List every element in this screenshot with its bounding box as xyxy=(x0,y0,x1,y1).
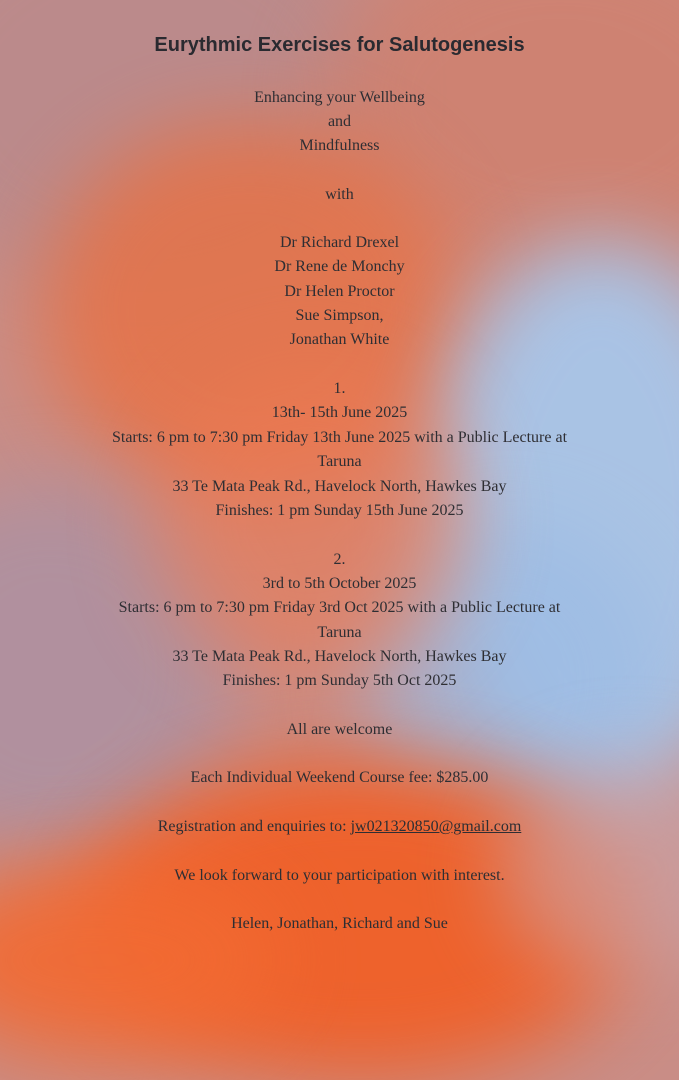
welcome-text: All are welcome xyxy=(286,721,393,738)
session-1-number: 1. xyxy=(333,380,346,397)
subtitle-line-1: Enhancing your Wellbeing xyxy=(254,89,425,106)
registration-line xyxy=(0,815,679,839)
presenter-3: Dr Helen Proctor xyxy=(284,283,395,300)
course-fee: Each Individual Weekend Course fee: $285.00 xyxy=(190,769,489,786)
session-1-finishes: Finishes: 1 pm Sunday 15th June 2025 xyxy=(215,502,464,519)
session-2-starts: Starts: 6 pm to 7:30 pm Friday 3rd Oct 2025 with a Public Lecture at xyxy=(118,599,561,616)
session-2-dates: 3rd to 5th October 2025 xyxy=(262,575,417,592)
signoff-text: Helen, Jonathan, Richard and Sue xyxy=(231,915,448,932)
presenter-4: Sue Simpson, xyxy=(295,307,384,324)
session-1-starts: Starts: 6 pm to 7:30 pm Friday 13th June 2025 with a Public Lecture at xyxy=(111,429,568,446)
page-title: Eurythmic Exercises for Salutogenesis xyxy=(154,34,525,56)
session-2-starts-venue: Taruna xyxy=(317,624,362,641)
presenter-1: Dr Richard Drexel xyxy=(279,234,400,251)
session-1-starts-venue: Taruna xyxy=(317,453,362,470)
subtitle-line-2: and xyxy=(327,113,352,130)
with-label: with xyxy=(325,186,354,203)
session-1-dates: 13th- 15th June 2025 xyxy=(271,404,408,421)
subtitle-line-3: Mindfulness xyxy=(299,137,380,154)
registration-label: Registration and enquiries to: xyxy=(157,818,351,835)
session-2-number: 2. xyxy=(333,551,346,568)
session-2-finishes: Finishes: 1 pm Sunday 5th Oct 2025 xyxy=(222,672,457,689)
session-2-address: 33 Te Mata Peak Rd., Havelock North, Hawkes Bay xyxy=(172,648,507,665)
closing-text: We look forward to your participation with interest. xyxy=(174,867,505,884)
presenter-5: Jonathan White xyxy=(289,331,390,348)
registration-email-link[interactable]: jw021320850@gmail.com xyxy=(350,818,522,835)
presenter-2: Dr Rene de Monchy xyxy=(274,258,405,275)
session-1-address: 33 Te Mata Peak Rd., Havelock North, Hawkes Bay xyxy=(172,478,507,495)
